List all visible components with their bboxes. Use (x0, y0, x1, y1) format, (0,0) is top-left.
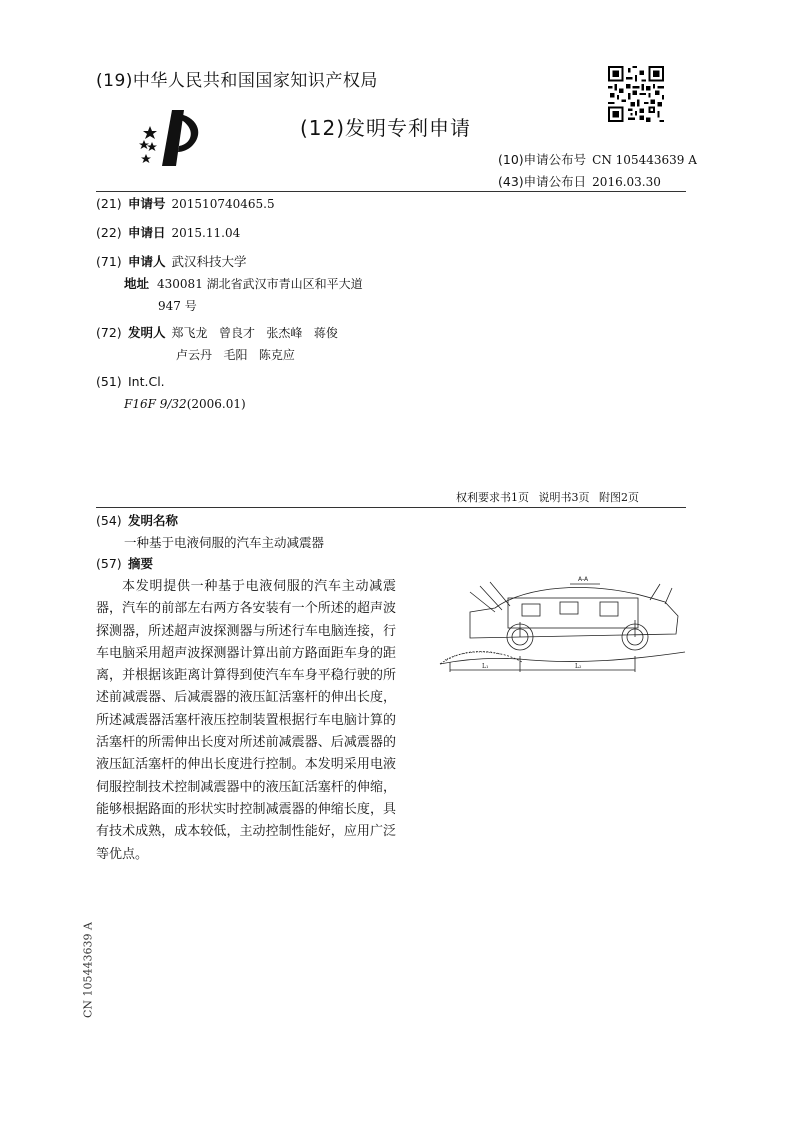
section-divider (96, 507, 686, 508)
applicant (96, 251, 247, 273)
invention-title: 一种基于电液伺服的汽车主动减震器 (124, 535, 325, 550)
ipc-class-code: F16F 9/32 (124, 397, 187, 411)
field-label: 地址 (124, 276, 150, 291)
field-label: 发明人 (128, 325, 166, 340)
publication-number-label: (10)申请公布号 (498, 152, 587, 167)
qr-code-icon (608, 66, 664, 122)
ipc-class-version: (2006.01) (186, 397, 246, 411)
field-label: 发明名称 (128, 513, 179, 528)
side-publication-label (68, 900, 108, 1040)
field-code: (51) (96, 374, 122, 389)
inventors (96, 322, 338, 344)
abstract-text: 本发明提供一种基于电液伺服的汽车主动减震器，汽车的前部左右两方各安装有一个所述的超声波探测器，所述超声波探测器与所述行车电脑连接，行车电脑采用超声波探测器计算出前方路面距车身的距离，并根据该距离计算得到使汽车车身平稳行驶的所述前减震器、后减震器的液压缸活塞杆的伸出长度，所述减震器活塞杆液压控制装置根据行车电脑计算的活塞杆的所需伸出长度对所述前减震器、后减震器的液压缸活塞杆的伸出长度进行控制。本发明采用电液伺服控制技术控制减震器中的液压缸活塞杆的伸缩，能够根据路面的形状实时控制减震器的伸缩长度，具有技术成熟，成本较低，主动控制性能好，应用广泛等优点。 (96, 579, 396, 862)
abstract-heading (96, 553, 153, 575)
invention-title-heading (96, 510, 178, 532)
publication-number (498, 150, 697, 168)
issuing-office: (19)中华人民共和国国家知识产权局 (96, 71, 378, 91)
page-counts: 权利要求书1页 说明书3页 附图2页 (456, 491, 639, 504)
international-classification (96, 371, 165, 393)
side-publication-text: CN 105443639 A (81, 922, 95, 1018)
address-line-1: 430081 湖北省武汉市青山区和平大道 (157, 277, 363, 291)
dimension-label-right: L₂ (575, 663, 582, 670)
address-line-2: 947 号 (158, 299, 197, 313)
field-label: 申请日 (128, 225, 166, 240)
application-number (96, 193, 275, 215)
field-label: 申请号 (128, 196, 166, 211)
section-mark-label: A-A (578, 576, 589, 583)
publication-number-value: CN 105443639 A (592, 153, 697, 167)
header-divider (96, 191, 686, 192)
document-type: (12)发明专利申请 (300, 116, 472, 140)
field-code: (21) (96, 196, 122, 211)
field-label: 申请人 (128, 254, 166, 269)
publication-date-label: (43)申请公布日 (498, 174, 587, 189)
address (124, 273, 363, 295)
inventors-line-2: 卢云丹 毛阳 陈克应 (176, 348, 295, 362)
field-code: (71) (96, 254, 122, 269)
field-code: (22) (96, 225, 122, 240)
field-code: (72) (96, 325, 122, 340)
field-value: 武汉科技大学 (171, 254, 247, 269)
field-code: (57) (96, 556, 122, 571)
ipc-class (124, 393, 246, 415)
field-value: 201510740465.5 (171, 197, 275, 211)
inventors-line-1: 郑飞龙 曾良才 张杰峰 蒋俊 (171, 326, 338, 340)
field-value: 2015.11.04 (171, 226, 241, 240)
dimension-label-left: L₁ (482, 663, 489, 670)
field-code: (54) (96, 513, 122, 528)
publication-date-value: 2016.03.30 (592, 175, 661, 189)
field-label: 摘要 (128, 556, 154, 571)
field-label: Int.Cl. (128, 374, 165, 389)
application-date (96, 222, 240, 244)
cnipa-logo (132, 104, 212, 174)
publication-date (498, 172, 661, 190)
vehicle-suspension-figure (410, 572, 690, 682)
